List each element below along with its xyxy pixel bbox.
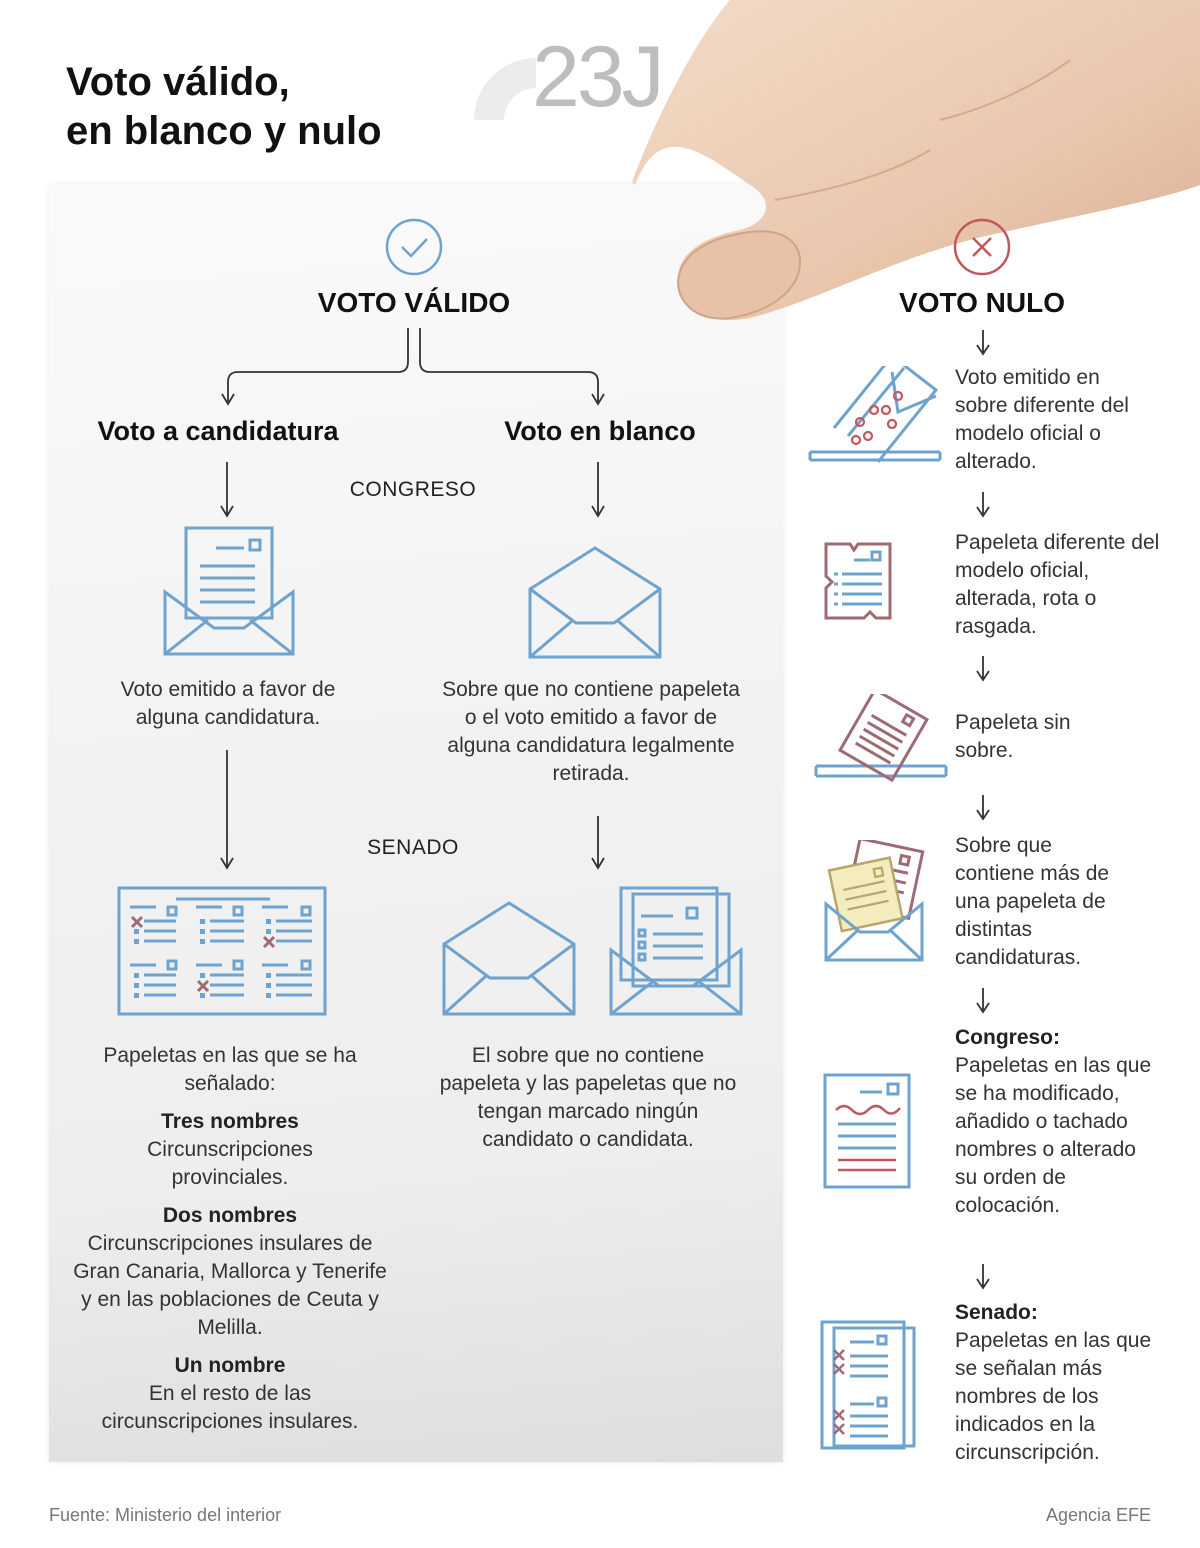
null-vote-heading: VOTO NULO <box>899 287 1065 318</box>
logo-text: 23J <box>532 29 662 125</box>
envelope-with-ballot-icon <box>160 524 300 664</box>
down-arrow-icon <box>976 330 990 356</box>
down-arrow-icon <box>220 750 234 870</box>
down-arrow-icon <box>976 1264 990 1290</box>
valid-vote-heading: VOTO VÁLIDO <box>317 287 511 318</box>
candidatura-heading: Voto a candidatura <box>97 416 339 446</box>
blanco-heading: Voto en blanco <box>504 416 696 446</box>
null-item-text: Papeleta sin sobre. <box>955 711 1071 762</box>
candidatura-senado-intro: Papeletas en las que se ha señalado: <box>103 1044 357 1095</box>
null-item-congreso <box>955 1024 1160 1220</box>
null-item-text: Papeleta diferente del modelo oficial, alterada, rota o rasgada. <box>955 531 1160 638</box>
null-item-text: Sobre que contiene más de una papeleta de distintas candidaturas. <box>955 834 1110 969</box>
envelope-with-blank-ballots-icon <box>607 884 747 1020</box>
down-arrow-icon <box>976 492 990 518</box>
check-circle-icon <box>384 217 444 277</box>
senado-item-text: En el resto de las circunscripciones insulares. <box>101 1382 359 1433</box>
null-item-bold: Congreso: <box>955 1026 1060 1049</box>
open-envelope-icon <box>526 545 666 663</box>
candidatura-senado-block <box>70 1042 390 1436</box>
candidatura-congreso-text: Voto emitido a favor de alguna candidatura. <box>120 678 336 729</box>
senado-item-text: Circunscripciones provinciales. <box>147 1138 313 1189</box>
null-item-text: Papeletas en las que se señalan más nombres de los indicados en la circunscripción. <box>955 1329 1152 1464</box>
agency-credit: Agencia EFE <box>1045 1505 1151 1525</box>
envelope-multiple-ballots-icon <box>822 840 928 964</box>
down-arrow-icon <box>976 988 990 1014</box>
senado-item-bold: Un nombre <box>174 1354 286 1377</box>
null-item-text: Voto emitido en sobre diferente del modelo oficial o alterado. <box>955 366 1129 473</box>
null-item-text: Papeletas en las que se ha modificado, añadido o tachado nombres o alterado su orden de colocación. <box>955 1054 1152 1217</box>
open-envelope-icon <box>440 900 580 1020</box>
extra-marks-ballot-icon <box>818 1320 920 1452</box>
altered-envelope-icon <box>808 366 944 466</box>
senado-item-bold: Dos nombres <box>162 1204 298 1227</box>
title-line-1: Voto válido, <box>66 60 290 104</box>
branch-arrows <box>220 328 620 408</box>
title-line-2: en blanco y nulo <box>66 109 382 153</box>
senado-item-bold: Tres nombres <box>161 1110 299 1133</box>
senado-label: SENADO <box>367 836 459 859</box>
null-item-bold: Senado: <box>955 1301 1038 1324</box>
cross-circle-icon <box>952 217 1012 277</box>
null-item-senado <box>955 1299 1160 1467</box>
senado-item-text: Circunscripciones insulares de Gran Canaria, Mallorca y Tenerife y en las poblaciones de Ceuta y Melilla. <box>73 1232 387 1339</box>
congreso-label: CONGRESO <box>349 478 477 501</box>
blanco-congreso-text: Sobre que no contiene papeleta o el voto emitido a favor de alguna candidatura legalmente retirada. <box>442 678 740 785</box>
modified-ballot-icon <box>822 1072 912 1190</box>
source-credit: Fuente: Ministerio del interior <box>49 1505 282 1525</box>
down-arrow-icon <box>976 656 990 682</box>
down-arrow-icon <box>591 816 605 870</box>
senate-ballot-icon <box>116 885 330 1019</box>
down-arrow-icon <box>976 795 990 821</box>
ballot-without-envelope-icon <box>814 694 950 782</box>
down-arrow-icon <box>591 462 605 518</box>
torn-ballot-icon <box>820 538 896 624</box>
blanco-senado-text: El sobre que no contiene papeleta y las papeletas que no tengan marcado ningún candidato o candidata. <box>439 1044 737 1151</box>
down-arrow-icon <box>220 462 234 518</box>
page-title <box>66 58 382 156</box>
